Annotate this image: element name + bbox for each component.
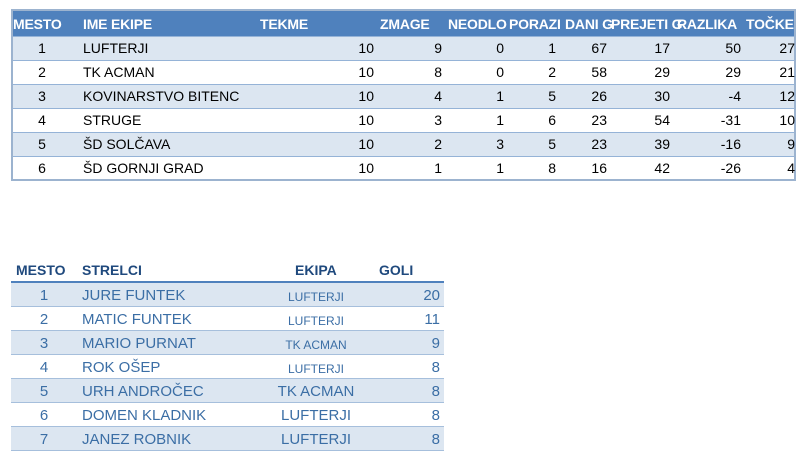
scorers-table xyxy=(11,256,444,454)
header-goli[interactable]: GOLI xyxy=(379,262,414,278)
scorer-row[interactable] xyxy=(11,427,444,451)
cell-mesto: 4 xyxy=(39,359,49,376)
cell-team-name: LUFTERJI xyxy=(83,40,149,56)
cell-mesto: 6 xyxy=(38,160,46,176)
cell-ekipa: LUFTERJI xyxy=(287,362,344,376)
header-zmage[interactable]: ZMAGE xyxy=(380,16,430,32)
cell-team-name: STRUGE xyxy=(83,112,142,128)
cell-ekipa: TK ACMAN xyxy=(285,338,347,352)
cell-scorer-name: DOMEN KLADNIK xyxy=(82,407,207,424)
cell-tocke: 12 xyxy=(779,88,795,104)
header-ime-ekipe[interactable]: IME EKIPE xyxy=(83,16,152,32)
cell-dani-goli: 23 xyxy=(591,112,607,128)
header-tocke[interactable]: TOČKE xyxy=(746,16,794,32)
cell-scorer-name: JURE FUNTEK xyxy=(82,287,186,304)
standings-row[interactable] xyxy=(13,36,794,60)
cell-dani-goli: 67 xyxy=(591,40,607,56)
scorer-row[interactable] xyxy=(11,283,444,307)
header-mesto[interactable]: MESTO xyxy=(13,16,62,32)
cell-porazi: 2 xyxy=(548,64,556,80)
cell-tocke: 10 xyxy=(779,112,795,128)
cell-ekipa: LUFTERJI xyxy=(287,314,344,328)
cell-mesto: 5 xyxy=(39,383,49,400)
cell-tocke: 27 xyxy=(779,40,795,56)
cell-neodloceno: 1 xyxy=(496,88,504,104)
cell-mesto: 1 xyxy=(38,40,46,56)
cell-razlika: -16 xyxy=(720,136,741,152)
scorer-row[interactable] xyxy=(11,403,444,427)
standings-row[interactable] xyxy=(13,132,794,156)
cell-dani-goli: 16 xyxy=(591,160,607,176)
cell-razlika: -26 xyxy=(720,160,741,176)
cell-goli: 20 xyxy=(423,287,440,304)
cell-tekme: 10 xyxy=(358,136,374,152)
standings-header-row xyxy=(13,11,794,36)
standings-table xyxy=(11,9,796,181)
scorers-header-row xyxy=(11,256,444,283)
cell-tekme: 10 xyxy=(358,40,374,56)
cell-tekme: 10 xyxy=(358,88,374,104)
cell-goli: 11 xyxy=(424,311,440,328)
cell-razlika: 29 xyxy=(725,64,741,80)
cell-zmage: 8 xyxy=(434,64,442,80)
cell-porazi: 5 xyxy=(548,136,556,152)
cell-goli: 8 xyxy=(431,383,440,400)
standings-row[interactable] xyxy=(13,60,794,84)
cell-mesto: 3 xyxy=(39,335,49,352)
cell-mesto: 3 xyxy=(38,88,46,104)
cell-scorer-name: MARIO PURNAT xyxy=(82,335,196,352)
cell-scorer-name: MATIC FUNTEK xyxy=(82,311,192,328)
cell-mesto: 1 xyxy=(39,287,49,304)
cell-zmage: 4 xyxy=(434,88,442,104)
cell-goli: 8 xyxy=(431,431,440,448)
cell-zmage: 9 xyxy=(434,40,442,56)
cell-team-name: KOVINARSTVO BITENC xyxy=(83,88,240,104)
cell-razlika: 50 xyxy=(725,40,741,56)
standings-row[interactable] xyxy=(13,84,794,108)
cell-zmage: 2 xyxy=(434,136,442,152)
cell-neodloceno: 0 xyxy=(496,40,504,56)
cell-mesto: 4 xyxy=(38,112,46,128)
cell-tocke: 9 xyxy=(787,136,795,152)
cell-ekipa: LUFTERJI xyxy=(280,407,351,424)
cell-scorer-name: URH ANDROČEC xyxy=(82,383,204,400)
header-neodloceno[interactable]: NEODLO xyxy=(448,16,507,32)
cell-tekme: 10 xyxy=(358,64,374,80)
cell-porazi: 1 xyxy=(548,40,556,56)
cell-neodloceno: 1 xyxy=(496,112,504,128)
cell-team-name: TK ACMAN xyxy=(83,64,155,80)
cell-dani-goli: 23 xyxy=(591,136,607,152)
scorer-row[interactable] xyxy=(11,379,444,403)
cell-razlika: -31 xyxy=(720,112,741,128)
cell-prejeti-goli: 42 xyxy=(654,160,670,176)
cell-prejeti-goli: 54 xyxy=(654,112,670,128)
cell-mesto: 7 xyxy=(39,431,49,448)
cell-mesto: 2 xyxy=(38,64,46,80)
cell-prejeti-goli: 29 xyxy=(654,64,670,80)
cell-neodloceno: 0 xyxy=(496,64,504,80)
header-strelci[interactable]: STRELCI xyxy=(82,262,142,278)
cell-team-name: ŠD SOLČAVA xyxy=(83,136,171,152)
standings-row[interactable] xyxy=(13,108,794,132)
header-razlika[interactable]: RAZLIKA xyxy=(677,16,738,32)
cell-porazi: 8 xyxy=(548,160,556,176)
cell-dani-goli: 58 xyxy=(591,64,607,80)
cell-razlika: -4 xyxy=(728,88,741,104)
cell-team-name: ŠD GORNJI GRAD xyxy=(83,160,204,176)
cell-tekme: 10 xyxy=(358,112,374,128)
header-dani-goli[interactable]: DANI G xyxy=(565,16,613,32)
cell-goli: 8 xyxy=(431,407,440,424)
header-porazi[interactable]: PORAZI xyxy=(509,16,561,32)
cell-zmage: 3 xyxy=(434,112,442,128)
header-mesto[interactable]: MESTO xyxy=(16,262,66,278)
cell-mesto: 2 xyxy=(39,311,49,328)
standings-row[interactable] xyxy=(13,156,794,180)
header-prejeti-goli[interactable]: PREJETI G xyxy=(611,16,683,32)
scorer-row[interactable] xyxy=(11,331,444,355)
cell-ekipa: LUFTERJI xyxy=(287,290,344,304)
cell-neodloceno: 3 xyxy=(496,136,504,152)
cell-porazi: 5 xyxy=(548,88,556,104)
cell-prejeti-goli: 30 xyxy=(654,88,670,104)
cell-dani-goli: 26 xyxy=(591,88,607,104)
scorer-row[interactable] xyxy=(11,307,444,331)
header-ekipa[interactable]: EKIPA xyxy=(295,262,337,278)
cell-goli: 9 xyxy=(431,335,440,352)
cell-scorer-name: ROK OŠEP xyxy=(82,359,161,376)
cell-goli: 8 xyxy=(431,359,440,376)
cell-tocke: 21 xyxy=(779,64,795,80)
cell-ekipa: LUFTERJI xyxy=(280,431,351,448)
cell-tekme: 10 xyxy=(358,160,374,176)
cell-prejeti-goli: 39 xyxy=(654,136,670,152)
cell-mesto: 5 xyxy=(38,136,46,152)
scorer-row[interactable] xyxy=(11,355,444,379)
header-tekme[interactable]: TEKME xyxy=(260,16,309,32)
cell-zmage: 1 xyxy=(434,160,442,176)
cell-mesto: 6 xyxy=(39,407,49,424)
cell-ekipa: TK ACMAN xyxy=(277,383,355,400)
cell-neodloceno: 1 xyxy=(496,160,504,176)
cell-tocke: 4 xyxy=(787,160,795,176)
cell-scorer-name: JANEZ ROBNIK xyxy=(82,431,192,448)
cell-prejeti-goli: 17 xyxy=(654,40,670,56)
cell-porazi: 6 xyxy=(548,112,556,128)
